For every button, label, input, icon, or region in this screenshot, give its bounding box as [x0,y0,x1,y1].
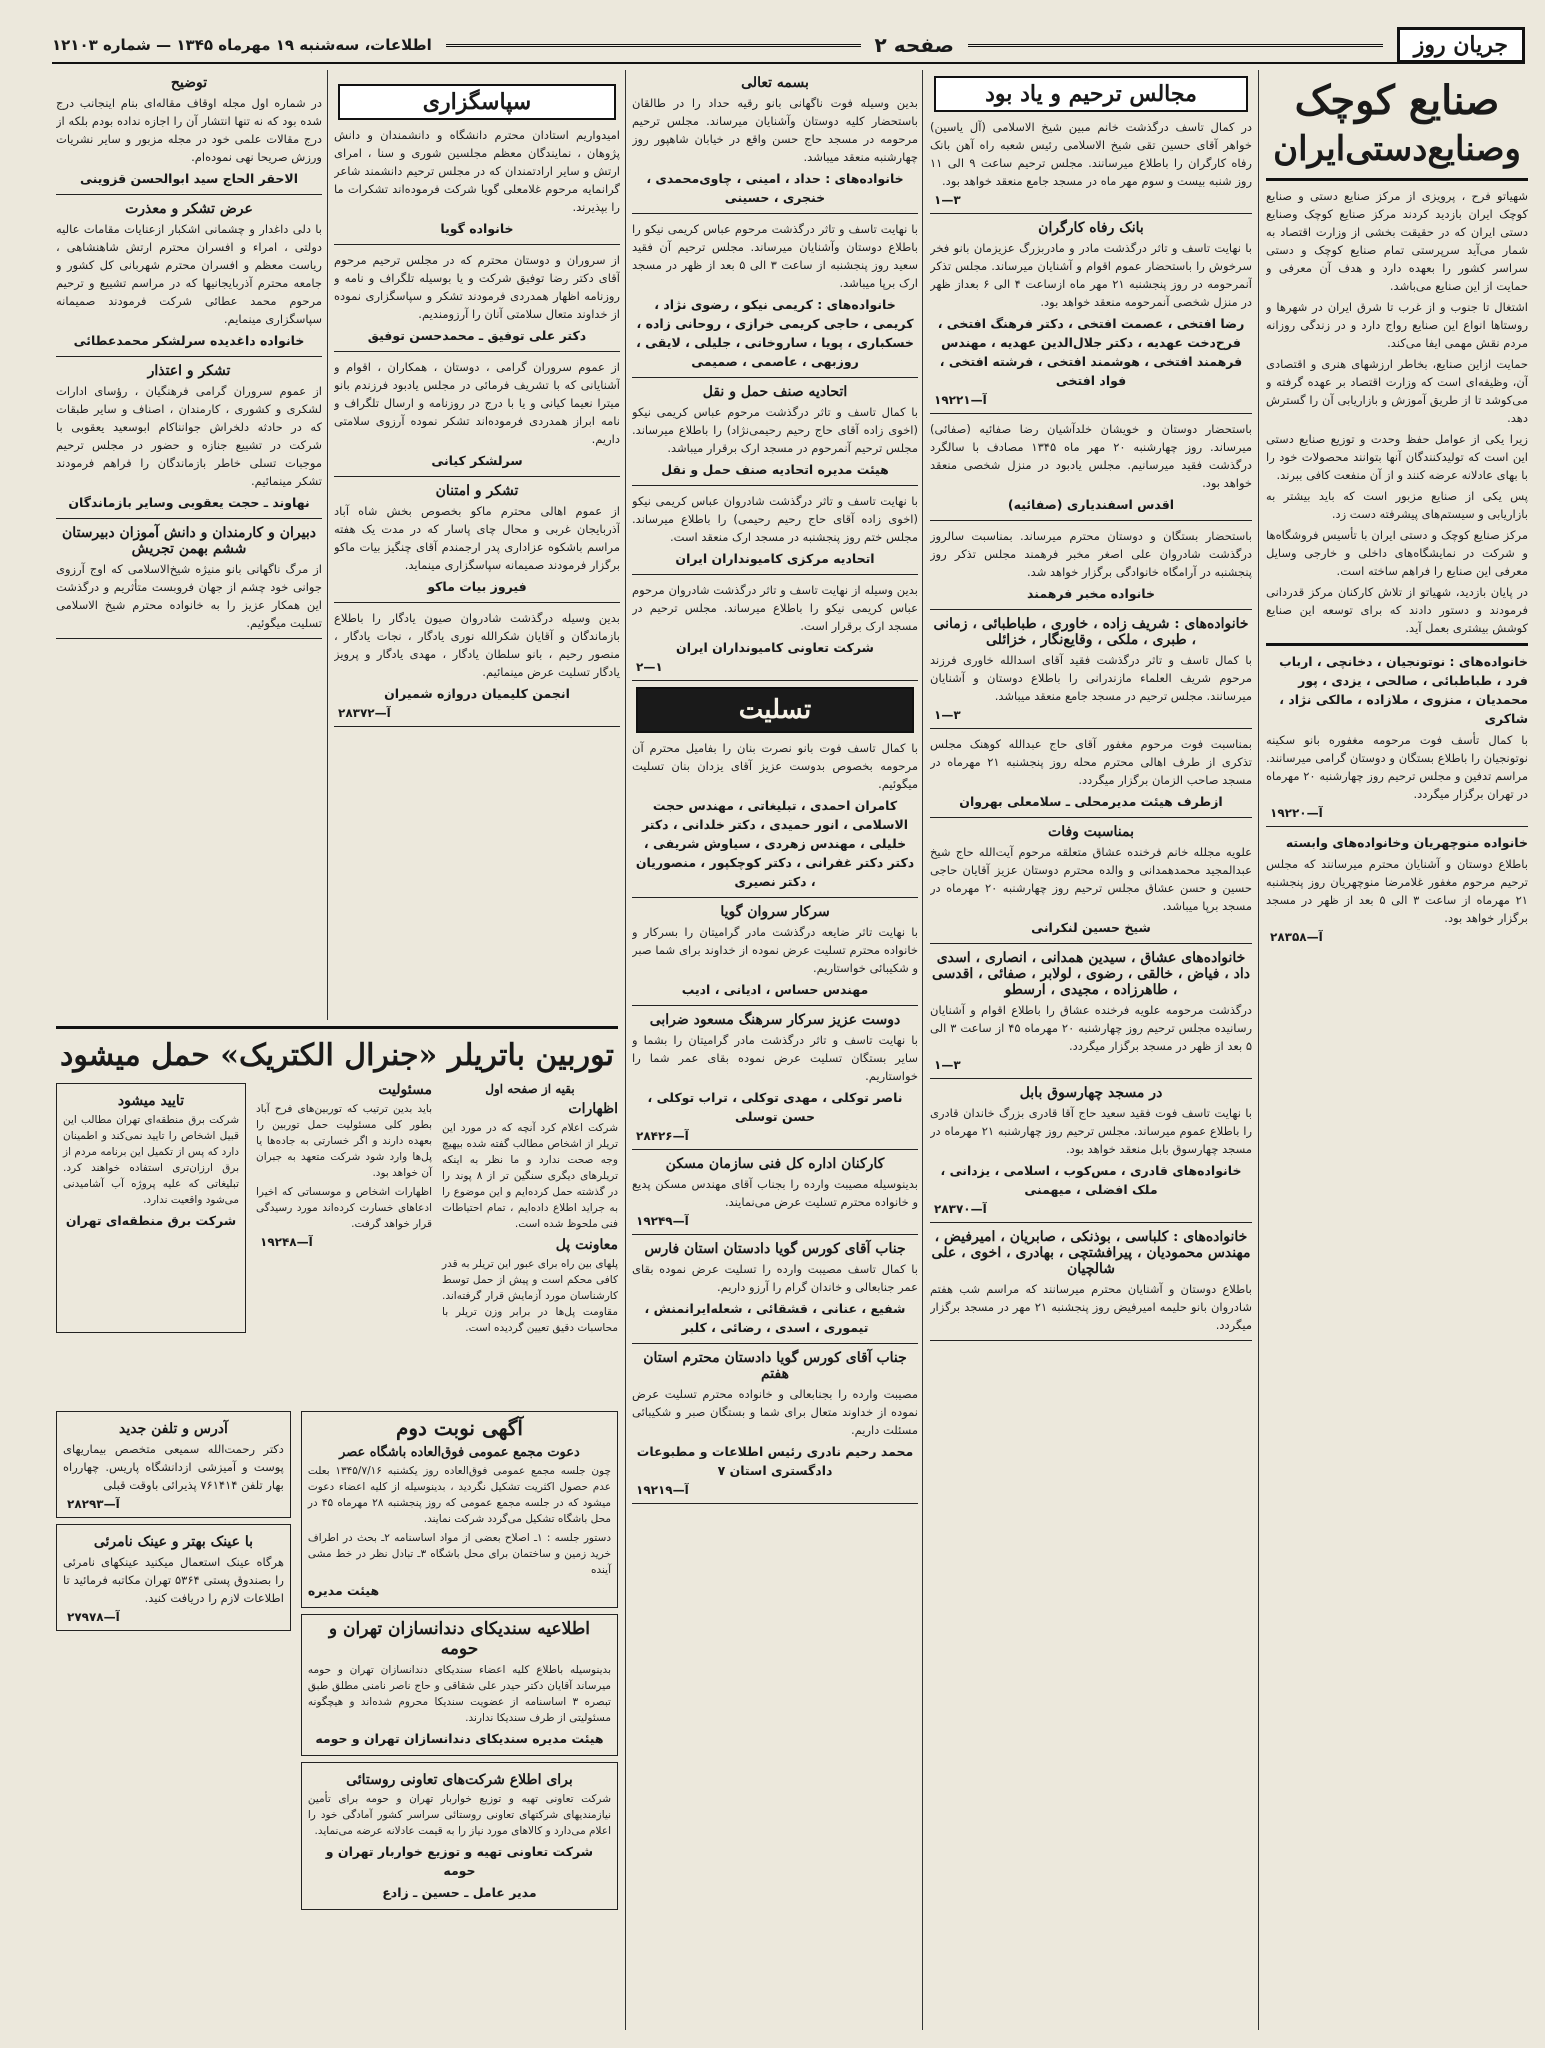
ad-signature: هیئت مدیره سندیکای دندانسازان تهران و حومه [315,1731,604,1746]
notice-names: انجمن کلیمیان دروازه شمیران [384,686,570,701]
column-small-industries [1266,70,1528,2030]
notice-item [632,384,918,479]
divider [930,728,1252,729]
article-paragraph: مرکز صنایع کوچک و دستی ایران با تأسیس فروشگاه‌ها و شرکت در نمایشگاه‌های داخلی و خارجی وسایل معرفی این صنایع را فراهم ساخته است. [1266,528,1528,578]
article-paragraph: اشتغال تا جنوب و از غرب تا شرق ایران در شهرها و روستاها انواع این صنایع رواج دارد و در زندگی روزانه مردم نقش مهمی ایفا می‌کند. [1266,300,1528,350]
electricity-notice [56,1083,246,1333]
notice-code: آ—۱۹۲۱۹ [636,1483,689,1497]
notice-text: از مرگ ناگهانی بانو منیژه شیخ‌الاسلامی که اوج آرزوی جوانی خود چشم از جهان فروبست متأثریم و درگذشت این همکار عزیز را به خانواده محترم شیخ الاسلامی تسلیت میگوئیم. [56,562,322,630]
column-condolences [632,70,918,2030]
column-notices [56,70,322,1020]
ads-column [56,1405,291,2030]
notice-head: خانواده‌های : کلباسی ، بوذنکی ، صابریان ، امیرفیض ، مهندس محمودیان ، پیرافشتچی ، بهادری ، اخوی ، علی شالچیان [931,1229,1251,1277]
ads-block [56,1405,618,2030]
ad-dental-syndicate [301,1614,618,1756]
notice-text: با دلی داغدار و چشمانی اشکبار ازعنایات مقامات عالیه دولتی ، امراء و افسران محترم ارتش شاهنشاهی ، ریاست معظم و افسران محترم شهربانی کل کشور و جامعه محترم آذربایجانیها که در مراسم تشییع و ترحیم مرحوم محمد عطائی شرکت فرمودند صمیمانه سپاسگزاری مینمایم. [56,222,322,326]
ad-code: آ—۱۹۲۲۰ [1270,806,1323,820]
column-rule [625,70,626,2030]
notice-item [930,735,1252,811]
department-title: جریان روز [1397,27,1525,63]
ads-column [301,1405,618,2030]
notice-text: درگذشت مرحومه علویه فرخنده عشاق را باطلاع اقوام و آشنایان رسانیده مجلس ترحیم روز چهارشنبه ۲۰ مهرماه ۴۵ از ساعت ۳ الی ۵ بعد از ظهر در مسجد برگزار میگردد. [930,1003,1252,1053]
ad-cooperatives [301,1762,618,1910]
notice-head: خانواده‌های : شریف زاده ، خاوری ، طباطبائی ، زمانی ، طبری ، ملکی ، وقایع‌نگار ، خزائلی [933,616,1249,648]
column-rule [1258,70,1259,2030]
page-number: صفحه ۲ [874,33,954,57]
notice-names: فیروز بیات ماکو [427,579,527,594]
notice-text: با نهایت تاسف فوت فقید سعید حاج آقا قادری بزرگ خاندان قادری را باطلاع عموم میرساند. مجلس ترحیم روز چهارشنبه ۲۱ مهرماه در مسجد چهارسوق بابل منعقد خواهد بود. [930,1106,1252,1156]
ad-club-meeting [301,1411,618,1608]
divider [632,897,918,898]
ad-title: آدرس و تلفن جدید [119,1421,228,1437]
notice-item [930,1229,1252,1334]
notice-item [632,581,918,674]
article-paragraph: شهیاتو فرح ، پرویزی از مرکز صنایع دستی و صنایع کوچک ایران بازدید کردند مرکز صنایع کوچک وصنایع دستی ایران که در حقیقت بخشی از وزارت اقتصاد به شمار می‌آید سرپرستی تمام صنایع کوچک و دستی سراسر کشور را بعهده دارد و هدف آن معرفی و حمایت از این صنایع می‌باشد. [1266,189,1528,293]
article-paragraph: باید بدین ترتیب که توربین‌های فرح آباد بطور کلی مسئولیت حمل توربین را بعهده دارند و اگر خسارتی به جاده‌ها یا پل‌ها وارد شود شرکت متعهد به جبران آن خواهد بود. [256,1103,432,1179]
notice-text: با کمال تاسف و تاثر درگذشت مرحوم عباس کریمی نیکو (اخوی زاده آقای حاج رحیم رحیمی‌نژاد) را باطلاع میرساند. مجلس ترحیم آنمرحوم در مسجد ارک برقرار میباشد. [632,405,918,455]
notice-text: با نهایت تاسف و تاثر درگذشت مادر گرامیتان را بشما و سایر بستگان تسلیت عرض نموده بقای عمر شما را خواستاریم. [632,1033,918,1083]
divider [632,377,918,378]
notice-names: هیئت مدیره اتحادیه صنف حمل و نقل [661,462,889,477]
divider [930,817,1252,818]
notice-text: از عموم سروران گرامی ، دوستان ، همکاران ، اقوام و آشنایانی که با تشریف فرمائی در مجلس یادبود فرزندم بانو میترا نعیما کیانی و یا با درج در روزنامه و ارسال تلگراف و نامه ابراز همدردی فرموده‌اند تشکر نموده آرزوی سلامتی داریم. [334,360,620,446]
notice-item [632,75,918,207]
section-banner: سپاسگزاری [338,84,616,120]
divider [56,356,322,357]
notice-head: کارکنان اداره کل فنی سازمان مسکن [665,1156,885,1172]
notice-item [632,1012,918,1143]
ad-title: اطلاعیه سندیکای دندانسازان تهران و حومه [328,1619,591,1659]
notice-head: جناب آقای کورس گویا دادستان استان فارس [644,1241,906,1257]
notice-head: بسمه تعالی [741,75,809,91]
notice-text: شرکت برق منطقه‌ای تهران مطالب این قبیل اشخاص را تایید نمی‌کند و اطمینان دارد که پس از تکمیل این برنامه مردم از برق ارزان‌تری استفاده خواهند کرد. تبلیغاتی که علیه پروژه آب آشامیدنی می‌شود واقعیت ندارد. [63,1114,239,1206]
notice-item [930,824,1252,937]
notice-text: بدینوسیله مصیبت وارده را بجناب آقای مهندس مسکن پدیع و خانواده محترم تسلیت عرض می‌نمایند. [632,1177,918,1209]
notice-text: بدین وسیله فوت ناگهانی بانو رقیه حداد را در طالقان باستحضار کلیه دوستان وآشنایان میرساند. مجلس ترحیم مرحومه در مسجد حاج حسن واقع در خیابان شاهپور روز چهارشنبه منعقد میباشد. [632,96,918,164]
notice-names: سرلشکر کیانی [431,453,523,468]
notice-item [334,483,620,596]
divider [632,574,918,575]
divider [632,1149,918,1150]
ad-text: دکتر رحمت‌الله سمیعی متخصص بیماریهای پوست و آمیزشی ازدانشگاه پاریس. چهارراه بهار تلفن ۷۶۱۴۱۴ پذیرائی باوقت قبلی [63,1442,284,1492]
ad-names: مدیر عامل ـ حسین ـ زادع [382,1885,537,1900]
article-paragraph: زیرا یکی از عوامل حفظ وحدت و توزیع صنایع دستی این است که تولیدکنندگان آنها بتوانند محصولات خود را با بهای عادلانه عرضه کنند و از آن منفعت کافی ببرند. [1266,432,1528,482]
ad-code: آ—۱۹۲۴۸ [260,1235,313,1249]
notice-text: از عموم سروران گرامی فرهنگیان ، رؤسای ادارات لشکری و کشوری ، کارمندان ، اصناف و سایر طبقات که در حادثه دلخراش جوانناکام ابوسعید یعقوبی با شرکت در تشییع جنازه و حضور در مجلس ترحیم موجبات تسلی خاطر بازماندگان را فراهم فرمودند تشکر مینمائیم. [56,384,322,488]
ad-text: بدینوسیله باطلاع کلیه اعضاء سندیکای دندانسازان تهران و حومه میرساند آقایان دکتر حیدر علی شقاقی و حاج ناصر نامنی مطلق طبق تبصره ۳ اساسنامه از عضویت سندیکا محروم شده‌اند و هیچگونه مسئولیتی از طرف سندیکا ندارند. [307,1664,611,1724]
notice-code: ۱—۳ [934,193,961,207]
notice-names: خانواده‌های قادری ، مس‌کوب ، اسلامی ، یزدانی ، ملک افضلی ، میهمنی [940,1163,1242,1197]
notice-item [632,1241,918,1337]
notice-names: شفیع ، عنانی ، قشقائی ، شعله‌ایرانمنش ، تیموری ، اسدی ، رضائی ، کلبر [644,1301,906,1335]
notice-title: تایید میشود [117,1093,185,1109]
memorial-list [930,118,1252,1341]
divider [930,1222,1252,1223]
notice-names: کامران احمدی ، تبلیغاتی ، مهندس حجت الاسلامی ، انور حمیدی ، دکتر خلدانی ، دکتر خلیلی ، مهندس زهردی ، سیاوش شریفی ، دکتر دکتر غفرانی ، دکتر کوچکپور ، منصوریان ، دکتر نصیری [635,798,915,889]
ad-title: آگهی نوبت دوم [395,1416,523,1440]
column-thanks [334,70,620,1020]
notice-head: تشکر و اعتذار [147,363,231,379]
divider [334,351,620,352]
notice-text: از سروران و دوستان محترم که در مجلس ترحیم مرحوم آقای دکتر رضا توفیق شرکت و یا بوسیله تلگراف و نامه و روزنامه اظهار همدردی فرمودند تشکر و سپاسگزاری نموده از خداوند متعال سلامتی آنان را آرزومندیم. [334,253,620,321]
notice-names: خانواده داغدیده سرلشکر محمدعطائی [73,333,305,348]
article-headline: توربین باتریلر «جنرال الکتریک» حمل میشود [59,1038,614,1073]
turbine-article [56,1020,618,1400]
divider [632,213,918,214]
ad-contact-lens [56,1524,291,1631]
divider [632,680,918,681]
divider [632,1005,918,1006]
notice-item [56,201,322,350]
notice-item [632,1350,918,1497]
notice-item [930,420,1252,514]
article-column [442,1077,618,1339]
notice-text: با نهایت تاثر ضایعه درگذشت مادر گرامیتان را بسرکار و خانواده محترم تسلیت عرض نموده از خداوند برای شما صبر و شکیبائی خواستاریم. [632,925,918,975]
notice-text: باستحضار بستگان و دوستان محترم میرساند. بمناسبت سالروز درگذشت شادروان علی اصغر مخبر فرهمند مجلس تذکر روز پنجشنبه در آرامگاه خانوادگی برگزار خواهد شد. [930,529,1252,579]
article-column [256,1077,432,1339]
notice-text: بدین وسیله درگذشت شادروان صیون یادگار را باطلاع بازماندگان و آقایان شکرالله نوری یادگار ، نجات یادگار ، منصور رحیم ، بانو سلطان یادگار ، مهدی یادگار و پرویز یادگار تسلیت عرض مینمائیم. [334,611,620,679]
notice-names: شرکت تعاونی کامیونداران ایران [676,640,874,655]
notice-code: ۲—۱ [636,660,663,674]
notice-code: آ—۱۹۲۴۹ [636,1214,689,1228]
notice-item [930,616,1252,722]
subheading: اظهارات [568,1101,618,1117]
notice-head: بمناسبت وفات [1048,824,1134,840]
article-paragraph: شرکت اعلام کرد آنچه که در مورد این تریلر از اشخاص مطالب گفته شده بیهیچ وجه صحت ندارد و ما نظر به اینکه تریلرهای دیگری سنگین تر از ۸ پوند را در گذشته حمل کرده‌ایم و این موضوع را به جراید اطلاع داده‌ایم ، تمام احتیاطات فنی ملحوظ شده است. [442,1122,618,1230]
notice-text: با نهایت تاسف و تاثر درگذشت مادر و مادربزرگ عزیزمان بانو فخر سرخوش را باستحضار عموم اقوام و آشنایان میرساند. مجلس تذکر آنمرحومه در روز پنجشنبه ۲۱ مهر ماه ازساعت ۴ الی ۶ بعداز ظهر در منزل شخصی آنمرحومه منعقد خواهد بود. [930,241,1252,309]
notice-signature: شرکت برق منطقه‌ای تهران [65,1213,237,1228]
notice-item [632,220,918,371]
issue-line: اطلاعات، سه‌شنبه ۱۹ مهرماه ۱۳۴۵ — شماره ۱۲۱۰۳ [52,36,432,54]
divider [56,194,322,195]
notice-item [56,525,322,632]
ad-code: آ—۲۸۲۹۳ [67,1497,120,1511]
notice-text: امیدواریم استادان محترم دانشگاه و دانشمندان و دانش پژوهان ، نمایندگان معظم مجلسین شوری و سنا ، امرای ارتش و سایر ارادتمندان که در مجلس ترحیم دانشمند شاعر گرانمایه مرحوم غلامعلی گویا شرکت فرموده‌اند تشکرات ما را بپذیرند. [334,128,620,214]
divider [632,1234,918,1235]
ad-code: آ—۲۷۹۷۸ [67,1610,120,1624]
masthead-rule [968,44,1383,47]
notice-item [930,527,1252,603]
notice-code: ۱—۳ [934,1058,961,1072]
ad-signature: شرکت تعاونی تهیه و توزیع خواربار تهران و حومه [325,1844,594,1878]
notice-item [334,358,620,470]
notice-names: خانواده‌های : نوتونجیان ، دخانچی ، ارباب فرد ، طباطبائی ، صالحی ، یزدی ، پور محمدیان ، منزوی ، ملازاده ، مالکی نژاد ، شاکری [1279,654,1528,726]
column-rule [922,70,923,2030]
condolence-list [632,739,918,1504]
divider [1266,826,1528,827]
notice-names: خانواده‌های : کریمی نیکو ، رضوی نژاد ، کریمی ، حاجی کریمی خرازی ، روحانی زاده ، خسکباری ، پویا ، ساروخانی ، جلیلی ، لایقی ، روزبهی ، عاصمی ، صمیمی [636,297,914,369]
divider [930,1340,1252,1341]
notice-item [56,363,322,512]
notice-names: اتحادیه مرکزی کامیونداران ایران [675,551,875,566]
notice-text: باطلاع دوستان و آشنایان محترم میرسانند که مراسم شب هفتم شادروان بانو حلیمه امیرفیض روز پنجشنبه ۲۱ مهر در مسجد برگزار میگردد. [930,1282,1252,1332]
notice-names: الاحقر الحاج سید ابوالحسن قزوینی [79,171,299,186]
divider [1266,178,1528,181]
notice-item [930,1085,1252,1216]
divider [930,1078,1252,1079]
notice-item [56,75,322,188]
divider [632,485,918,486]
notice-names: خانواده مخبر فرهمند [1027,586,1155,601]
divider [56,518,322,519]
notice-item [930,118,1252,207]
notice-head: دبیران و کارمندان و دانش آموزان دبیرستان ششم بهمن تجریش [62,525,316,557]
notice-text: با نهایت تاسف و تاثر درگذشت شادروان عباس کریمی نیکو (اخوی زاده آقای حاج رحیم رحیمی) را باطلاع میرساند. مجلس ختم روز پنجشنبه در مسجد ارک منعقد است. [632,494,918,544]
ad-new-address [56,1411,291,1518]
article-paragraph: در پایان بازدید، شهیاتو از تلاش کارکنان مرکز قدردانی فرمودند و دستور دادند که برای توسعه این صنایع کوشش بیشتری بعمل آید. [1266,585,1528,635]
notice-names: اقدس اسفندیاری (صفائیه) [1007,497,1175,512]
ads-columns [56,1405,618,2030]
ad-subtitle: دعوت مجمع عمومی فوق‌العاده باشگاه عصر [339,1445,580,1460]
notice-item [632,1156,918,1228]
notice-item [632,492,918,568]
notice-names: شیخ حسین لنکرانی [1031,920,1151,935]
notice-head: اتحادیه صنف حمل و نقل [702,384,848,400]
ad-text: هرگاه عینک استعمال میکنید عینکهای نامرئی را بصندوق پستی ۵۳۶۴ تهران مکاتبه فرمائید تا اطلاعات لازم را دریافت کنید. [63,1555,284,1605]
notice-code: آ—۲۸۳۷۰ [934,1202,987,1216]
column-rule [327,70,328,1020]
divider [930,213,1252,214]
notice-head: در مسجد چهارسوق بابل [1019,1085,1163,1101]
ad-agenda: دستور جلسه : ۱ـ اصلاح بعضی از مواد اساسنامه ۲ـ بحث در اطراف خرید زمین و ساختمان برای محل باشگاه ۳ـ تبادل نظر در خط مشی آینده [307,1532,612,1576]
divider [334,476,620,477]
ad-title: با عینک بهتر و عینک نامرئی [93,1534,254,1550]
notice-head: سرکار سروان گویا [720,904,830,920]
article-body [1266,187,1528,637]
continued-note: بقیه از صفحه اول [485,1082,575,1096]
ad-text: شرکت تعاونی تهیه و توزیع خواربار تهران و حومه برای تأمین نیازمندیهای شرکتهای تعاونی روستائی سراسر کشور آمادگی خود را اعلام می‌دارد و کالاهای مورد نیاز را به قیمت عادلانه عرضه می‌نماید. [307,1793,611,1837]
divider [1266,643,1528,646]
notice-names: خانواده‌های : حداد ، امینی ، چاوی‌محمدی ، خنجری ، حسینی [646,171,904,205]
divider [334,244,620,245]
notice-names: ازطرف هیئت مدیرمحلی ـ سلامعلی بهروان [959,794,1223,809]
notice-names: خانواده گویا [440,221,514,236]
section-banner: مجالس ترحیم و یاد بود [934,76,1248,112]
section-banner: تسلیت [636,687,914,733]
notice-item [930,950,1252,1072]
article-paragraph: حمایت ازاین صنایع، بخاطر ارزشهای هنری و اقتصادی آن، وظیفه‌ای است که وزارت اقتصاد بر عهده گرفته و می‌کوشد تا از طریق آموزش و بازاریابی آن را گسترش دهد. [1266,357,1528,425]
divider [632,1503,918,1504]
notice-code: ۱—۳ [934,708,961,722]
article-title: وصنایع‌دستی‌ایران [1273,129,1521,169]
divider [56,1026,618,1029]
divider [56,638,322,639]
subheading: مسئولیت [378,1082,432,1098]
divider [930,413,1252,414]
notice-names: دکتر علی توفیق ـ محمدحسن توفیق [367,328,587,343]
article-paragraph: پس یکی از صنایع مزبور است که باید بیشتر به بازاریابی و سیستم‌های پیشرفته دست زد. [1266,489,1528,521]
notice-text: با کمال تاسف و تاثر درگذشت فقید آقای اسدالله خاوری فرزند مرحوم شریف العلماء مازندرانی را باطلاع دوستان و آشنایان میرسانند. مجلس ترحیم در مسجد جامع منعقد میباشد. [930,653,1252,703]
subheading: معاونت پل [555,1237,618,1253]
notice-names: مهندس حساس ، ادیانی ، ادیب [681,982,869,997]
notice-text: بدین وسیله از نهایت تاسف و تاثر درگذشت شادروان مرحوم عباس کریمی نیکو را باطلاع میرساند. مجلس ترحیم در مسجد ارک برقرار است. [632,583,918,633]
notice-code: آ—۲۸۴۲۶ [636,1129,689,1143]
divider [930,609,1252,610]
masthead-rule [446,44,861,47]
notice-text: باستحضار دوستان و خویشان خلدآشیان رضا صفائیه (صفائی) میرساند. روز چهارشنبه ۲۰ مهر ماه ۱۳۴۵ مصادف با سالگرد درگذشت فقید میرسانیم. مجلس یادبود در منزل شخصی منعقد خواهد بود. [930,422,1252,490]
notice-item [334,126,620,238]
notice-text: بمناسبت فوت مرحوم مغفور آقای حاج عبدالله کوهنک مجلس تذکری از طرف اهالی محترم محله روز پنجشنبه ۲۱ مهرماه در مسجد صاحب الزمان برگزار میگردد. [930,737,1252,787]
notice-text: باطلاع دوستان و آشنایان محترم میرسانند که مجلس ترحیم مرحوم مغفور غلامرضا منوچهریان روز پنجشنبه ۲۱ مهرماه از ساعت ۳ الی ۵ بعد از ظهر در مسجد برگزار خواهد بود. [1266,857,1528,925]
notice-list [56,75,322,639]
article-columns [56,1077,618,1339]
notice-head: بانک رفاه کارگران [1038,220,1144,236]
ad-signature: هیئت مدیره [307,1583,380,1598]
notice-text: علویه مجلله خانم فرخنده عشاق متعلقه مرحوم آیت‌الله حاج شیخ عبدالمجید محمدهمدانی و والده محترم دوستان عزیز آقایان حاجی حسین و حسن عشاق مجلس ترحیم روز چهارشنبه ۲۰ مهرماه در مسجد برپا میباشد. [930,845,1252,913]
notice-text: در شماره اول مجله اوقاف مقاله‌ای بنام اینجانب درج شده بود که نه تنها انتشار آن را اجازه نداده بودم بلکه از درج مقالات علمی خود در مجله مزبور و سایر نشریات ورزش صریحا نهی نموده‌ام. [56,96,322,164]
notice-text: با کمال تاسف مصیبت وارده را تسلیت عرض نموده بقای عمر جنابعالی و خاندان گرام را آرزو داریم. [632,1262,918,1294]
ad-text: چون جلسه مجمع عمومی فوق‌العاده روز یکشنبه ۱۳۴۵/۷/۱۶ بعلت عدم حصول اکثریت تشکیل نگردید ، بدینوسیله از کلیه اعضاء دعوت میشود که در جلسه مجمع عمومی که روز پنجشنبه ۲۸ مهرماه ۴۵ در محل باشگاه تشکیل می‌گردد شرکت نمایند. [307,1465,611,1525]
notice-names: ناصر توکلی ، مهدی توکلی ، تراب توکلی ، حسن توسلی [647,1090,903,1124]
notice-item [632,904,918,999]
notice-code: آ—۱۹۲۲۱ [934,393,987,407]
article-title: صنایع کوچک [1294,77,1500,124]
notice-item [334,609,620,720]
notice-names: محمد رحیم نادری رئیس اطلاعات و مطبوعات دادگستری استان ۷ [636,1444,914,1478]
notice-head: دوست عزیز سرکار سرهنگ مسعود ضرابی [649,1012,901,1028]
notice-text: مصیبت وارده را بجنابعالی و خانواده محترم تسلیت عرض نموده از خداوند متعال برای شما و بستگان صبر و شکیبائی مسئلت داریم. [632,1387,918,1437]
notice-head: خانواده‌های عشاق ، سیدین همدانی ، انصاری ، اسدی داد ، فیاض ، خالقی ، رضوی ، لولابر ، صفائی ، اقدسی ، طاهرزاده ، مجیدی ، ارسطو [931,950,1251,998]
divider [334,726,620,727]
notice-text: از عموم اهالی محترم ماکو بخصوص بخش شاه آباد آذربایجان غربی و محال چای پاسار که در مدت یک هفته مراسم باشکوه عزاداری پدر ارجمندم آقای چنگیز بیات ماکو برگزار فرمودند صمیمانه سپاسگزاری مینماید. [334,504,620,572]
notice-item [632,739,918,891]
divider [334,602,620,603]
notice-text: با کمال تأسف فوت مرحومه مغفوره بانو سکینه نوتونجیان را باطلاع بستگان و دوستان گرامی میرسانند. مراسم تدفین و مجلس ترحیم روز چهارشنبه ۲۰ مهرماه در تهران برگزار میگردد. [1266,733,1528,801]
ad-code: آ—۲۸۳۵۸ [1270,930,1323,944]
article-paragraph: پلهای بین راه برای عبور این تریلر به قدر کافی محکم است و پیش از حمل توسط کارشناسان مورد آزمایش قرار گرفته‌اند. مقاومت پل‌ها در برابر وزن تریلر با محاسبات دقیق تعیین گردیده است. [442,1258,618,1334]
notice-names: نهاوند ـ حجت یعقوبی وسایر بازماندگان [68,495,310,510]
notice-names: رضا افتخی ، عصمت افتخی ، دکتر فرهنگ افتخی ، فرح‌دخت عهدیه ، دکتر جلال‌الدین عهدیه ، مهندس فرهمند افتخی ، هوشمند افتخی ، فرشته افتخی ، فواد افتخی [937,316,1245,388]
notice-item [334,251,620,345]
column-memorials [930,70,1252,2030]
notice-text: با نهایت تاسف و تاثر درگذشت مرحوم عباس کریمی نیکو را باطلاع دوستان وآشنایان میرساند. مجلس ترحیم آن فقید سعید روز پنجشنبه از ساعت ۳ الی ۵ بعد از ظهر در مسجد ارک برپا میباشد. [632,222,918,290]
notice-code: آ—۲۸۳۷۲ [338,706,391,720]
notice-head: تشکر و امتنان [435,483,519,499]
notice-text: با کمال تاسف فوت بانو نصرت بنان را بفامیل محترم آن مرحومه بخصوص بدوست عزیز آقای یزدان بنان تسلیت میگوئیم. [632,741,918,791]
memorial-list [632,75,918,681]
notice-item [930,220,1252,407]
divider [930,943,1252,944]
divider [930,520,1252,521]
notice-names: خانواده منوچهریان وخانواده‌های وابسته [1285,835,1528,850]
ad-title: برای اطلاع شرکت‌های تعاونی روستائی [346,1772,573,1788]
notice-head: عرض تشکر و معذرت [125,201,253,217]
notice-text: در کمال تاسف درگذشت خانم مبین شیخ الاسلامی (آل یاسین) خواهر آقای حسین تقی شیخ الاسلامی رئیس شعبه راه آهن بانک رفاه کارگران را باطلاع میرسانند. مجلس ترحیم ساعت ۹ الی ۱۱ روز شنبه بیست و سوم مهر ماه در مسجد جامع منعقد خواهد بود. [930,120,1252,188]
notice-head: جناب آقای کورس گویا دادستان محترم استان هفتم [643,1350,907,1382]
notice-head: توضیح [170,75,208,91]
divider [632,1343,918,1344]
article-paragraph: اظهارات اشخاص و موسساتی که اخیرا ادعاهای خسارت کرده‌اند مورد رسیدگی قرار خواهد گرفت. [256,1186,432,1230]
thanks-list [334,126,620,727]
masthead [52,28,1525,64]
